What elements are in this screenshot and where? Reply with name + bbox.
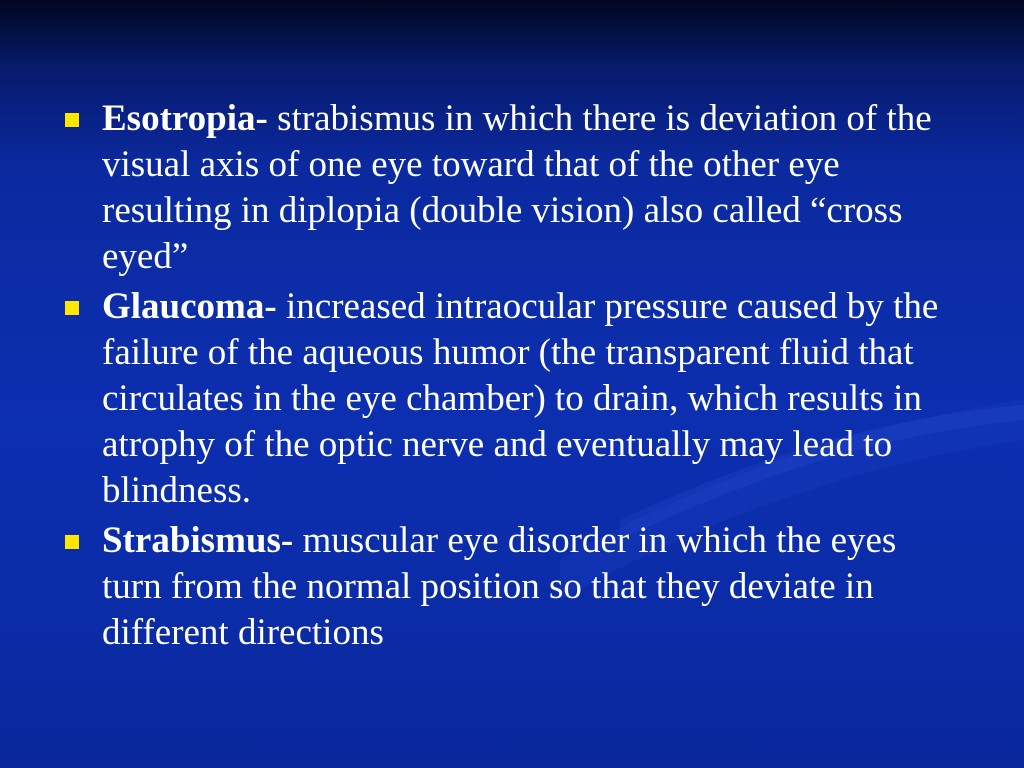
bullet-item-strabismus (62, 518, 962, 656)
bullet-list (62, 96, 962, 660)
definition-text: muscular eye disorder in which the eyes turn from the normal position so that they deviate in different directions (102, 520, 897, 653)
definition-text: strabismus in which there is deviation of the visual axis of one eye toward that of the other eye resulting in diplopia (double vision) also called “cross eyed” (102, 98, 932, 277)
square-bullet-icon (65, 535, 79, 549)
term-label: Strabismus- (102, 520, 294, 561)
square-bullet-icon (65, 113, 79, 127)
term-label: Glaucoma- (102, 286, 277, 327)
square-bullet-icon (65, 301, 79, 315)
term-label: Esotropia- (102, 98, 268, 139)
bullet-item-glaucoma (62, 284, 962, 514)
definition-text: increased intraocular pressure caused by the failure of the aqueous humor (the transparent fluid that circulates in the eye chamber) to drain, which results in atrophy of the optic nerve and eventually may lead to blindness. (102, 286, 939, 511)
bullet-item-esotropia (62, 96, 962, 280)
